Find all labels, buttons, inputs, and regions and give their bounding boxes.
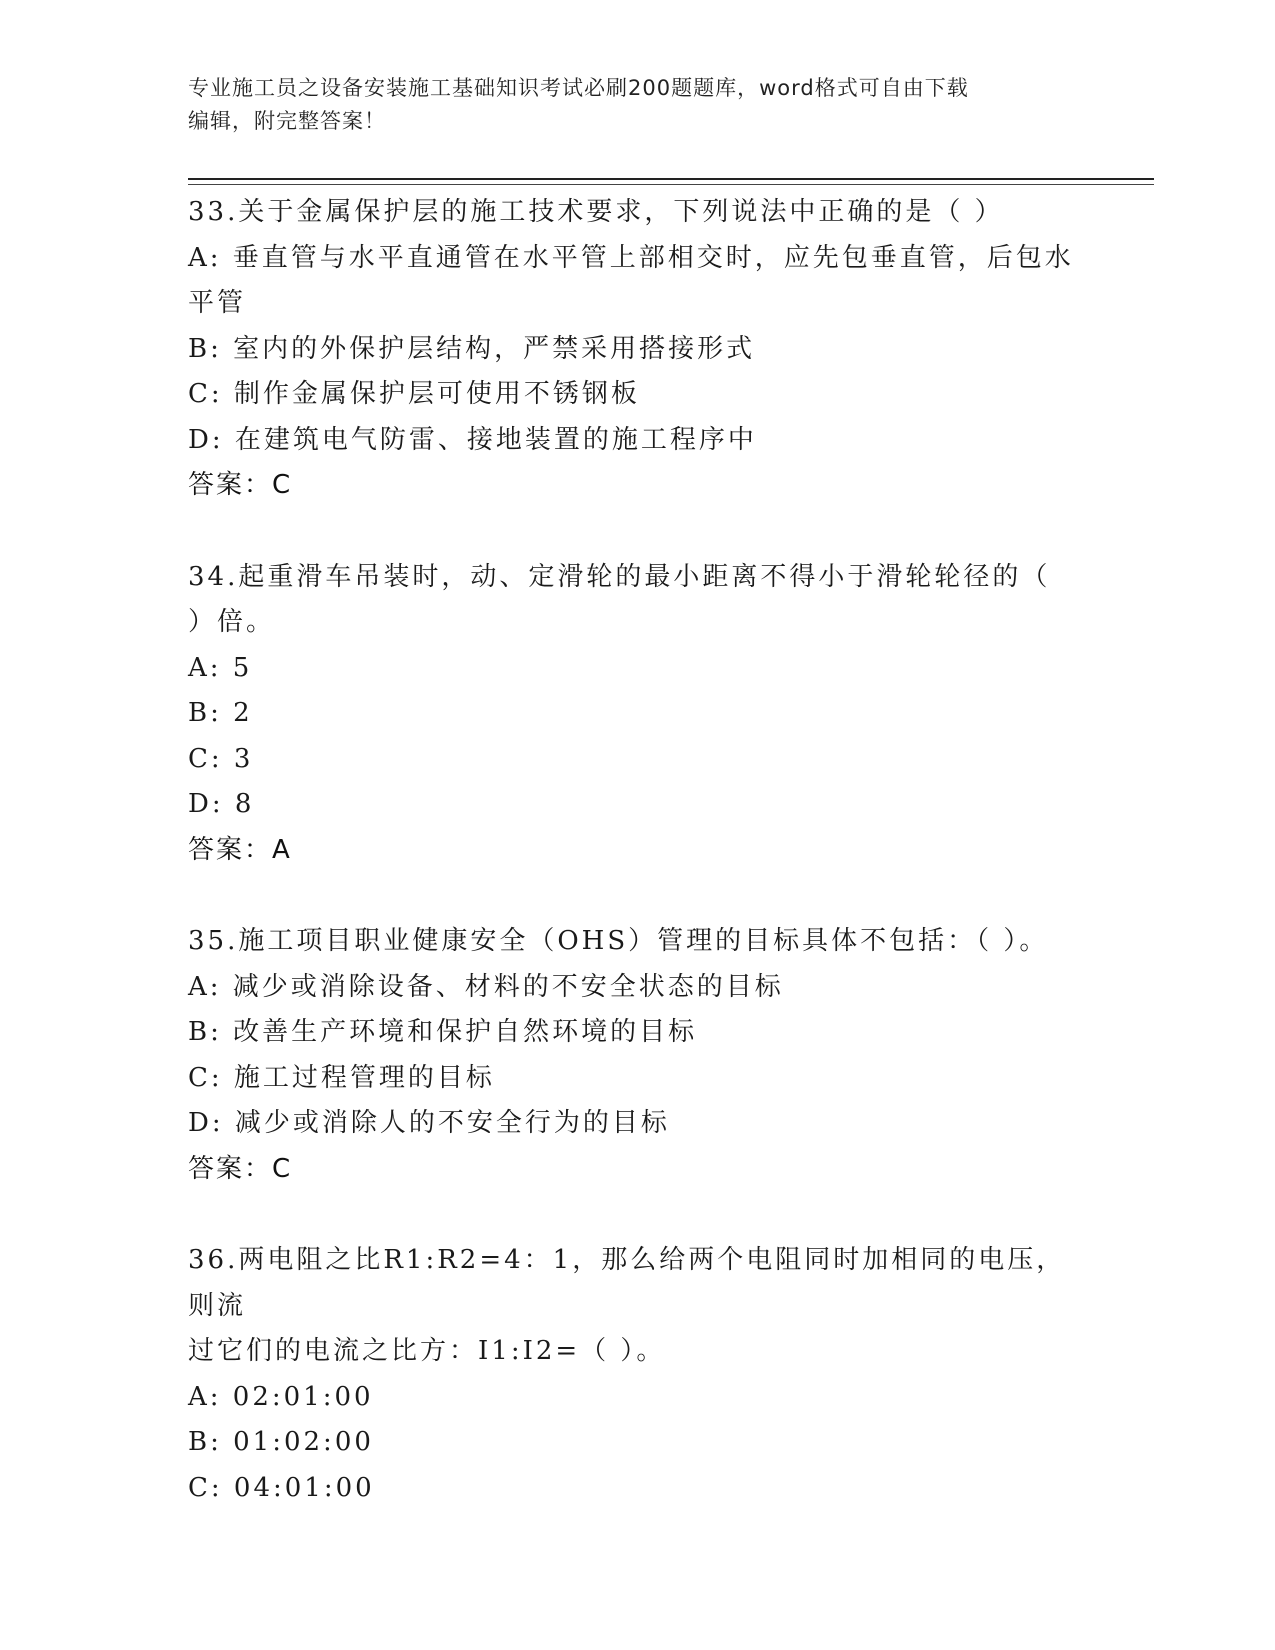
question-list [188, 190, 1088, 1557]
option-c: C: 3 [188, 743, 254, 774]
answer-label: 答案：A [188, 834, 292, 865]
header-divider-thick [188, 178, 1154, 180]
option-b: B: 改善生产环境和保护自然环境的目标 [188, 1017, 698, 1047]
option-a: A: 02:01:00 [188, 1381, 374, 1412]
question-stem: 33.关于金属保护层的施工技术要求，下列说法中正确的是（ ） [188, 197, 1004, 227]
header-divider-thin [188, 184, 1154, 185]
option-a: A: 5 [188, 652, 253, 683]
option-a-continued: 平管 [188, 288, 247, 318]
question-stem: 36.两电阻之比R1:R2=4：1，那么给两个电阻同时加相同的电压，则流 [188, 1245, 1066, 1321]
option-d: D: 减少或消除人的不安全行为的目标 [188, 1108, 670, 1138]
question-35 [188, 919, 1088, 1192]
header-line-1: 专业施工员之设备安装施工基础知识考试必刷200题题库，word格式可自由下载 [188, 76, 969, 100]
option-d: D: 8 [188, 789, 255, 819]
document-header [188, 72, 1088, 138]
option-c: C: 施工过程管理的目标 [188, 1062, 495, 1093]
answer-label: 答案：C [188, 470, 293, 500]
option-d: D: 在建筑电气防雷、接地装置的施工程序中 [188, 424, 757, 455]
option-b: B: 室内的外保护层结构，严禁采用搭接形式 [188, 333, 756, 364]
question-33 [188, 190, 1088, 509]
option-c: C: 制作金属保护层可使用不锈钢板 [188, 379, 640, 409]
option-c: C: 04:01:00 [188, 1472, 375, 1503]
question-stem: 35.施工项目职业健康安全（OHS）管理的目标具体不包括：（ ）。 [188, 926, 1049, 956]
question-34 [188, 555, 1088, 874]
question-36 [188, 1238, 1088, 1511]
option-a: A: 垂直管与水平直通管在水平管上部相交时，应先包垂直管，后包水 [188, 242, 1074, 273]
question-stem-continued: 过它们的电流之比方：I1:I2=（ ）。 [188, 1336, 666, 1366]
question-stem: 34.起重滑车吊装时，动、定滑轮的最小距离不得小于滑轮轮径的（ [188, 561, 1051, 592]
question-stem-continued: ）倍。 [188, 607, 276, 637]
option-a: A: 减少或消除设备、材料的不安全状态的目标 [188, 971, 784, 1002]
option-b: B: 2 [188, 698, 253, 728]
answer-label: 答案：C [188, 1153, 293, 1184]
option-b: B: 01:02:00 [188, 1427, 374, 1457]
header-line-2: 编辑，附完整答案！ [188, 109, 386, 133]
